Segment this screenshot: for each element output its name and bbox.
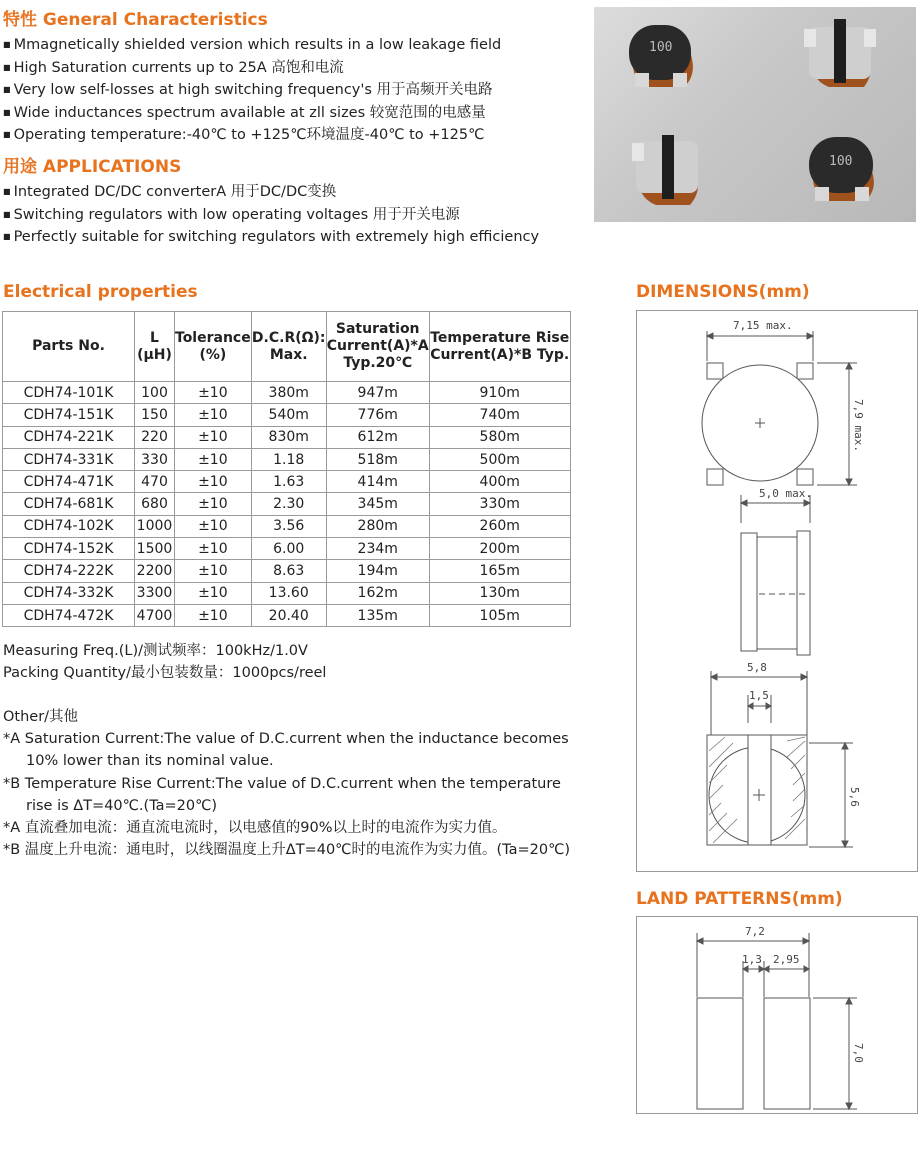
land-pad-left: [697, 998, 743, 1109]
cell-temp-rise: 500m: [429, 448, 570, 470]
cell-inductance: 100: [135, 382, 175, 404]
cell-dcr: 8.63: [251, 560, 326, 582]
table-row: [3, 560, 571, 582]
table-row: [3, 448, 571, 470]
cell-temp-rise: 260m: [429, 515, 570, 537]
cell-inductance: 470: [135, 471, 175, 493]
header-temp-rise: Temperature Rise Current(A)*B Typ.: [429, 312, 570, 382]
cell-saturation: 518m: [326, 448, 429, 470]
cell-dcr: 20.40: [251, 604, 326, 626]
cell-temp-rise: 130m: [429, 582, 570, 604]
dim-bottom-height: 5,6: [848, 787, 861, 807]
cell-temp-rise: 105m: [429, 604, 570, 626]
land-title: LAND PATTERNS(mm): [636, 889, 843, 909]
cell-inductance: 330: [135, 448, 175, 470]
table-row: [3, 515, 571, 537]
note-a-line1: *A Saturation Current:The value of D.C.current when the inductance becomes: [3, 731, 569, 748]
general-item: ■ Operating temperature:-40℃ to +125℃环境温度-40℃ to +125℃: [3, 124, 501, 147]
cell-dcr: 540m: [251, 404, 326, 426]
land-pad-width: 2,95: [773, 953, 800, 966]
cell-part-no: CDH74-222K: [3, 560, 135, 582]
note-b-cn: *B 温度上升电流：通电时，以线圈温度上升ΔT=40℃时的电流作为实力值。(Ta=20℃): [3, 842, 571, 859]
measuring-freq: Measuring Freq.(L)/测试频率：100kHz/1.0V: [3, 643, 308, 659]
table-row: [3, 582, 571, 604]
application-item: ■ Integrated DC/DC converterA 用于DC/DC变换: [3, 181, 539, 204]
cell-tolerance: ±10: [175, 560, 252, 582]
side-view: [741, 487, 812, 655]
cell-part-no: CDH74-101K: [3, 382, 135, 404]
dim-bottom-width: 5,8: [747, 661, 767, 674]
dimensions-drawing: [636, 310, 918, 872]
cell-dcr: 1.63: [251, 471, 326, 493]
other-block: [3, 706, 570, 861]
cell-saturation: 280m: [326, 515, 429, 537]
land-pad-height: 7,0: [852, 1043, 865, 1063]
general-item: ■ Mmagnetically shielded version which results in a low leakage field: [3, 34, 501, 57]
cell-dcr: 6.00: [251, 538, 326, 560]
electrical-table: [2, 311, 571, 627]
dim-side-width: 5,0 max.: [759, 487, 812, 500]
application-item: ■ Switching regulators with low operating voltages 用于开关电源: [3, 204, 539, 227]
cell-temp-rise: 200m: [429, 538, 570, 560]
photo-marking: 100: [829, 154, 853, 169]
cell-inductance: 4700: [135, 604, 175, 626]
cell-part-no: CDH74-152K: [3, 538, 135, 560]
cell-saturation: 345m: [326, 493, 429, 515]
land-gap-width: 1,3: [742, 953, 762, 966]
table-row: [3, 538, 571, 560]
cell-saturation: 135m: [326, 604, 429, 626]
other-title: Other/其他: [3, 709, 79, 725]
cell-tolerance: ±10: [175, 582, 252, 604]
cell-inductance: 1500: [135, 538, 175, 560]
header-inductance: L (μH): [135, 312, 175, 382]
dim-bottom-inner: 1,5: [749, 689, 769, 702]
cell-saturation: 414m: [326, 471, 429, 493]
dimensions-title: DIMENSIONS(mm): [636, 282, 810, 302]
cell-temp-rise: 910m: [429, 382, 570, 404]
cell-dcr: 380m: [251, 382, 326, 404]
cell-inductance: 1000: [135, 515, 175, 537]
table-row: [3, 604, 571, 626]
bottom-view: [707, 661, 861, 847]
cell-temp-rise: 165m: [429, 560, 570, 582]
land-pad-right: [764, 998, 810, 1109]
land-pattern-drawing: [636, 916, 918, 1114]
land-total-width: 7,2: [745, 925, 765, 938]
cell-saturation: 776m: [326, 404, 429, 426]
cell-tolerance: ±10: [175, 604, 252, 626]
cell-temp-rise: 330m: [429, 493, 570, 515]
cell-part-no: CDH74-221K: [3, 426, 135, 448]
cell-dcr: 13.60: [251, 582, 326, 604]
table-row: [3, 493, 571, 515]
cell-saturation: 162m: [326, 582, 429, 604]
cell-saturation: 612m: [326, 426, 429, 448]
application-item: ■ Perfectly suitable for switching regulators with extremely high efficiency: [3, 226, 539, 249]
cell-tolerance: ±10: [175, 404, 252, 426]
inductor-photo-illustration: [594, 7, 916, 222]
note-b-line1: *B Temperature Rise Current:The value of D.C.current when the temperature: [3, 775, 561, 792]
cell-inductance: 680: [135, 493, 175, 515]
cell-part-no: CDH74-151K: [3, 404, 135, 426]
header-parts-no: Parts No.: [3, 312, 135, 382]
cell-saturation: 234m: [326, 538, 429, 560]
cell-tolerance: ±10: [175, 538, 252, 560]
cell-inductance: 220: [135, 426, 175, 448]
header-dcr: D.C.R(Ω): Max.: [251, 312, 326, 382]
cell-tolerance: ±10: [175, 448, 252, 470]
general-item: ■ Very low self-losses at high switching frequency's 用于高频开关电路: [3, 79, 501, 102]
measure-block: [3, 640, 326, 684]
applications-list: [3, 181, 539, 249]
cell-part-no: CDH74-102K: [3, 515, 135, 537]
table-row: [3, 426, 571, 448]
cell-tolerance: ±10: [175, 471, 252, 493]
cell-tolerance: ±10: [175, 382, 252, 404]
table-row: [3, 471, 571, 493]
photo-marking: 100: [649, 40, 673, 55]
general-item: ■ High Saturation currents up to 25A 高饱和电流: [3, 57, 501, 80]
cell-dcr: 830m: [251, 426, 326, 448]
cell-dcr: 1.18: [251, 448, 326, 470]
product-photo: [594, 7, 916, 222]
general-item: ■ Wide inductances spectrum available at zll sizes 较宽范围的电感量: [3, 102, 501, 125]
table-header-row: [3, 312, 571, 382]
top-view: [702, 319, 865, 485]
cell-tolerance: ±10: [175, 426, 252, 448]
dim-top-height: 7,9 max.: [852, 399, 865, 452]
note-b-line2: rise is ΔT=40℃.(Ta=20℃): [26, 797, 218, 814]
applications-title: 用途 APPLICATIONS: [3, 157, 182, 177]
note-a-line2: 10% lower than its nominal value.: [26, 753, 274, 770]
dim-top-width: 7,15 max.: [733, 319, 793, 332]
cell-saturation: 947m: [326, 382, 429, 404]
cell-inductance: 3300: [135, 582, 175, 604]
table-row: [3, 404, 571, 426]
cell-part-no: CDH74-331K: [3, 448, 135, 470]
header-saturation: Saturation Current(A)*A Typ.20℃: [326, 312, 429, 382]
cell-part-no: CDH74-681K: [3, 493, 135, 515]
cell-tolerance: ±10: [175, 515, 252, 537]
note-a-cn: *A 直流叠加电流：通直流电流时，以电感值的90%以上时的电流作为实力值。: [3, 820, 507, 837]
packing-quantity: Packing Quantity/最小包装数量：1000pcs/reel: [3, 665, 327, 682]
cell-part-no: CDH74-472K: [3, 604, 135, 626]
cell-dcr: 3.56: [251, 515, 326, 537]
cell-temp-rise: 580m: [429, 426, 570, 448]
general-title: 特性 General Characteristics: [3, 10, 268, 30]
header-tolerance: Tolerance (%): [175, 312, 252, 382]
table-row: [3, 382, 571, 404]
electrical-title: Electrical properties: [3, 282, 198, 302]
cell-inductance: 2200: [135, 560, 175, 582]
table-body: [3, 382, 571, 627]
cell-part-no: CDH74-332K: [3, 582, 135, 604]
cell-saturation: 194m: [326, 560, 429, 582]
cell-inductance: 150: [135, 404, 175, 426]
cell-temp-rise: 740m: [429, 404, 570, 426]
cell-tolerance: ±10: [175, 493, 252, 515]
cell-part-no: CDH74-471K: [3, 471, 135, 493]
cell-temp-rise: 400m: [429, 471, 570, 493]
cell-dcr: 2.30: [251, 493, 326, 515]
general-list: [3, 34, 501, 147]
